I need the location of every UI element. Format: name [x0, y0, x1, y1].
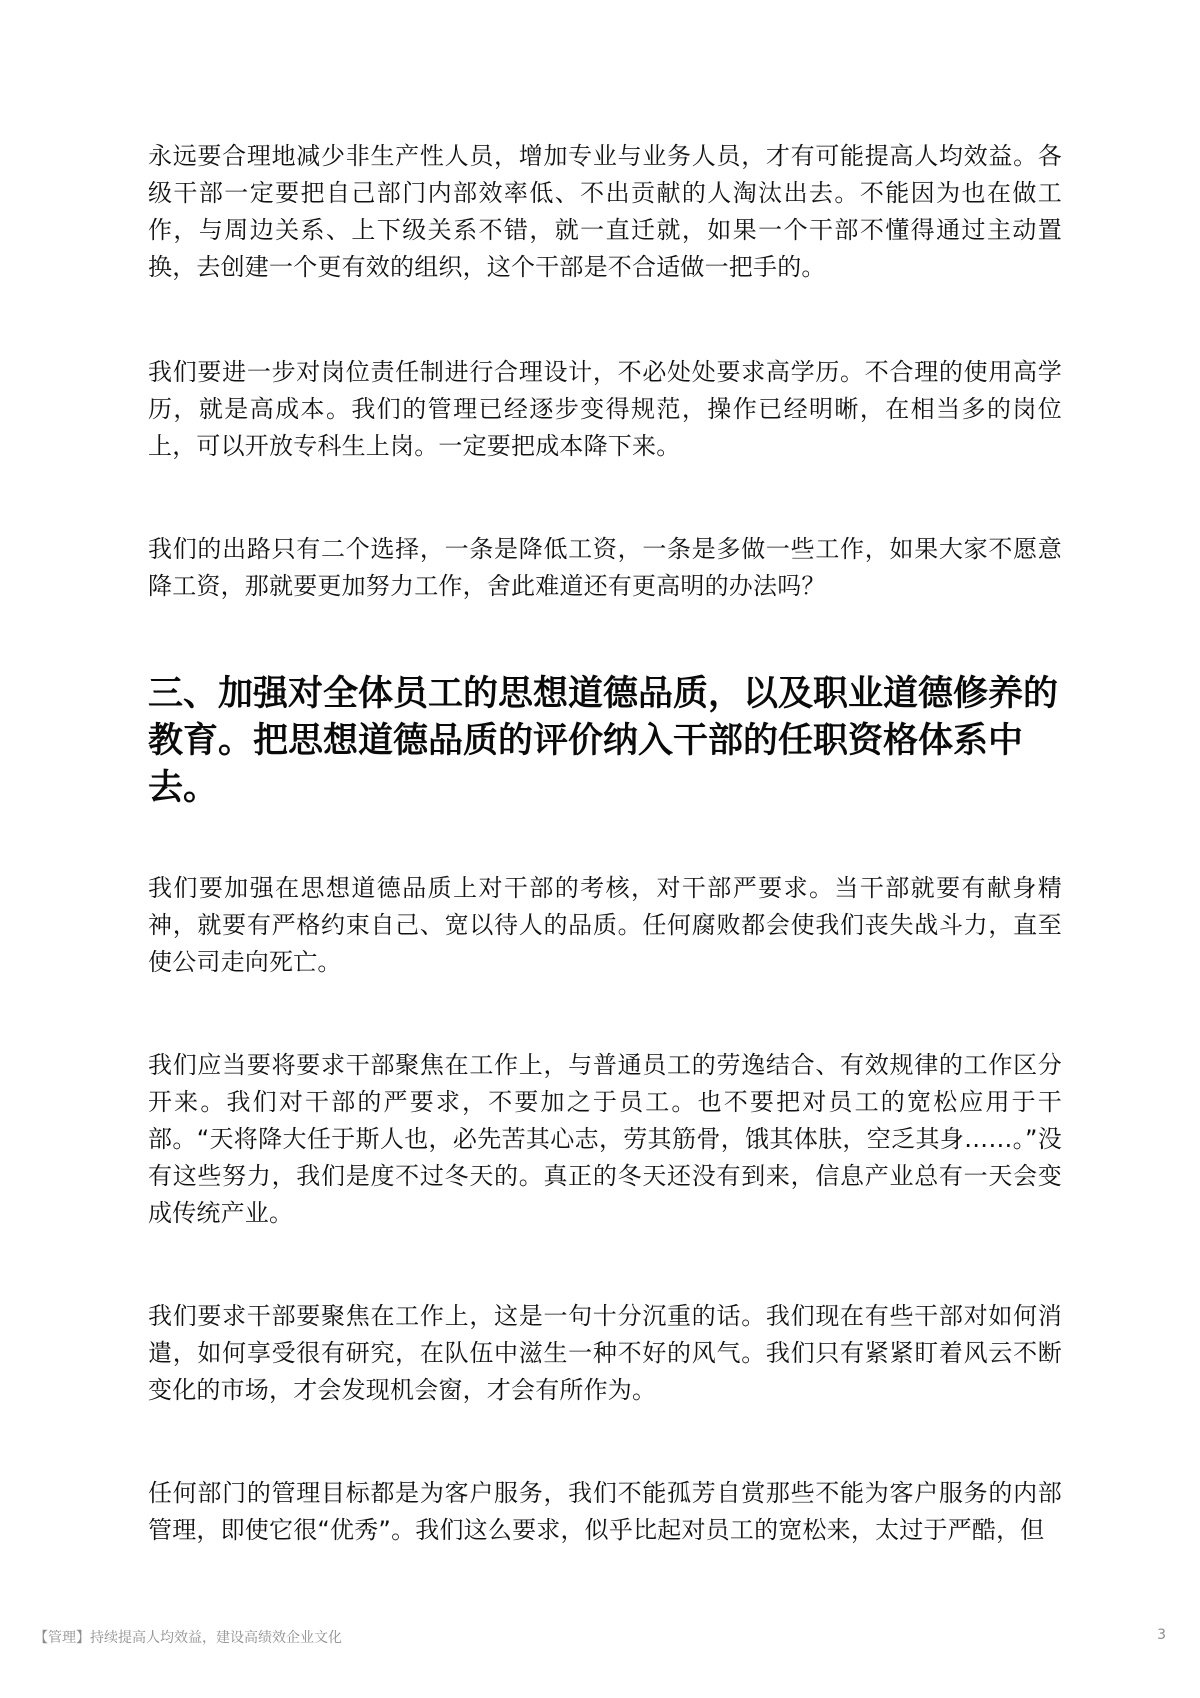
paragraph-two-choices: 我们的出路只有二个选择，一条是降低工资，一条是多做一些工作，如果大家不愿意降工资，那就要更加努力工作，舍此难道还有更高明的办法吗？	[148, 535, 1062, 600]
paragraph-heavy-words: 我们要求干部要聚焦在工作上，这是一句十分沉重的话。我们现在有些干部对如何消遣，如何享受很有研究，在队伍中滋生一种不好的风气。我们只有紧紧盯着风云不断变化的市场，才会发现机会窗，才会有所作为。	[148, 1302, 1062, 1404]
paragraph-reduce-nonproductive-staff: 永远要合理地减少非生产性人员，增加专业与业务人员，才有可能提高人均效益。各级干部一定要把自己部门内部效率低、不出贡献的人淘汰出去。不能因为也在做工作，与周边关系、上下级关系不错，就一直迁就，如果一个干部不懂得通过主动置换，去创建一个更有效的组织，这个干部是不合适做一把手的。	[148, 142, 1062, 281]
section-heading: 三、加强对全体员工的思想道德品质，以及职业道德修养的教育。把思想道德品质的评价纳入干部的任职资格体系中去。	[148, 674, 1059, 808]
paragraph-cadre-assessment: 我们要加强在思想道德品质上对干部的考核，对干部严要求。当干部就要有献身精神，就要有严格约束自己、宽以待人的品质。任何腐败都会使我们丧失战斗力，直至使公司走向死亡。	[148, 874, 1062, 976]
paragraph-job-responsibility-design: 我们要进一步对岗位责任制进行合理设计，不必处处要求高学历。不合理的使用高学历，就是高成本。我们的管理已经逐步变得规范，操作已经明晰，在相当多的岗位上，可以开放专科生上岗。一定要把成本降下来。	[148, 358, 1062, 460]
paragraph-focus-on-work: 我们应当要将要求干部聚焦在工作上，与普通员工的劳逸结合、有效规律的工作区分开来。我们对干部的严要求，不要加之于员工。也不要把对员工的宽松应用于干部。“天将降大任于斯人也，必先苦其心志，劳其筋骨，饿其体肤，空乏其身……。”没有这些努力，我们是度不过冬天的。真正的冬天还没有到来，信息产业总有一天会变成传统产业。	[148, 1051, 1062, 1227]
page-number: 3	[1157, 1627, 1166, 1643]
page-footer	[34, 1627, 1166, 1647]
footer-document-title: 【管理】持续提高人均效益，建设高绩效企业文化	[34, 1630, 342, 1646]
document-body	[148, 138, 1062, 1615]
paragraph-serve-customers: 任何部门的管理目标都是为客户服务，我们不能孤芳自赏那些不能为客户服务的内部管理，即使它很“优秀”。我们这么要求，似乎比起对员工的宽松来，太过于严酷，但	[148, 1479, 1062, 1544]
